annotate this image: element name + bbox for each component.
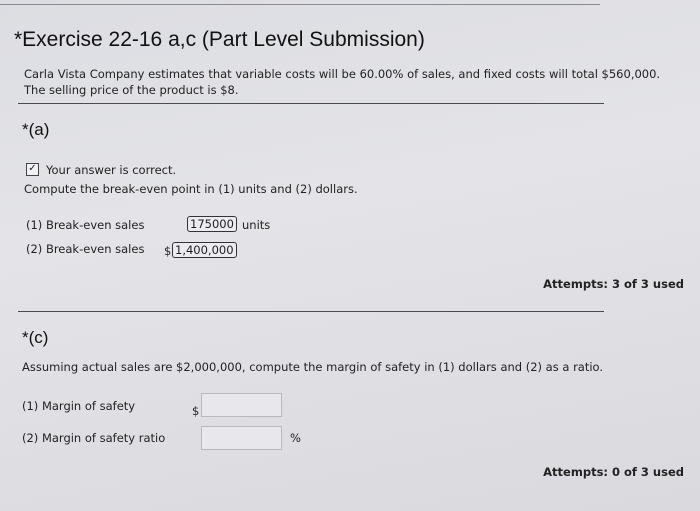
exercise-title: *Exercise 22-16 a,c (Part Level Submission) [14,28,425,51]
intro-line-2: The selling price of the product is $8. [24,83,239,97]
margin-of-safety-ratio-label: (2) Margin of safety ratio [22,431,166,445]
part-c-instruction: Assuming actual sales are $2,000,000, compute the margin of safety in (1) dollars and (2) as a ratio. [22,360,604,374]
top-divider [0,4,600,5]
margin-of-safety-label: (1) Margin of safety [22,399,136,413]
part-a-label: *(a) [22,120,50,139]
part-a-instruction: Compute the break-even point in (1) units and (2) dollars. [24,182,358,196]
break-even-dollars-currency: $ [164,244,172,258]
correct-message: Your answer is correct. [46,163,177,177]
part-divider [18,311,604,312]
break-even-units-label: (1) Break-even sales [26,218,145,232]
margin-of-safety-ratio-input[interactable] [201,426,282,450]
part-c-attempts: Attempts: 0 of 3 used [543,465,684,479]
margin-of-safety-currency: $ [192,404,200,418]
margin-of-safety-ratio-unit: % [290,431,301,445]
exercise-description [24,66,684,98]
part-c-label: *(c) [22,328,49,347]
correct-check-icon: ✓ [26,163,39,176]
break-even-dollars-answer[interactable]: 1,400,000 [172,242,237,258]
part-a-attempts: Attempts: 3 of 3 used [543,277,684,291]
margin-of-safety-input[interactable] [201,393,282,417]
intro-divider [18,103,604,104]
break-even-units-unit: units [242,218,271,232]
intro-line-1: Carla Vista Company estimates that variable costs will be 60.00% of sales, and fixed costs will total $560,000. [24,67,661,81]
break-even-dollars-label: (2) Break-even sales [26,242,145,256]
break-even-units-answer[interactable]: 175000 [187,216,237,232]
